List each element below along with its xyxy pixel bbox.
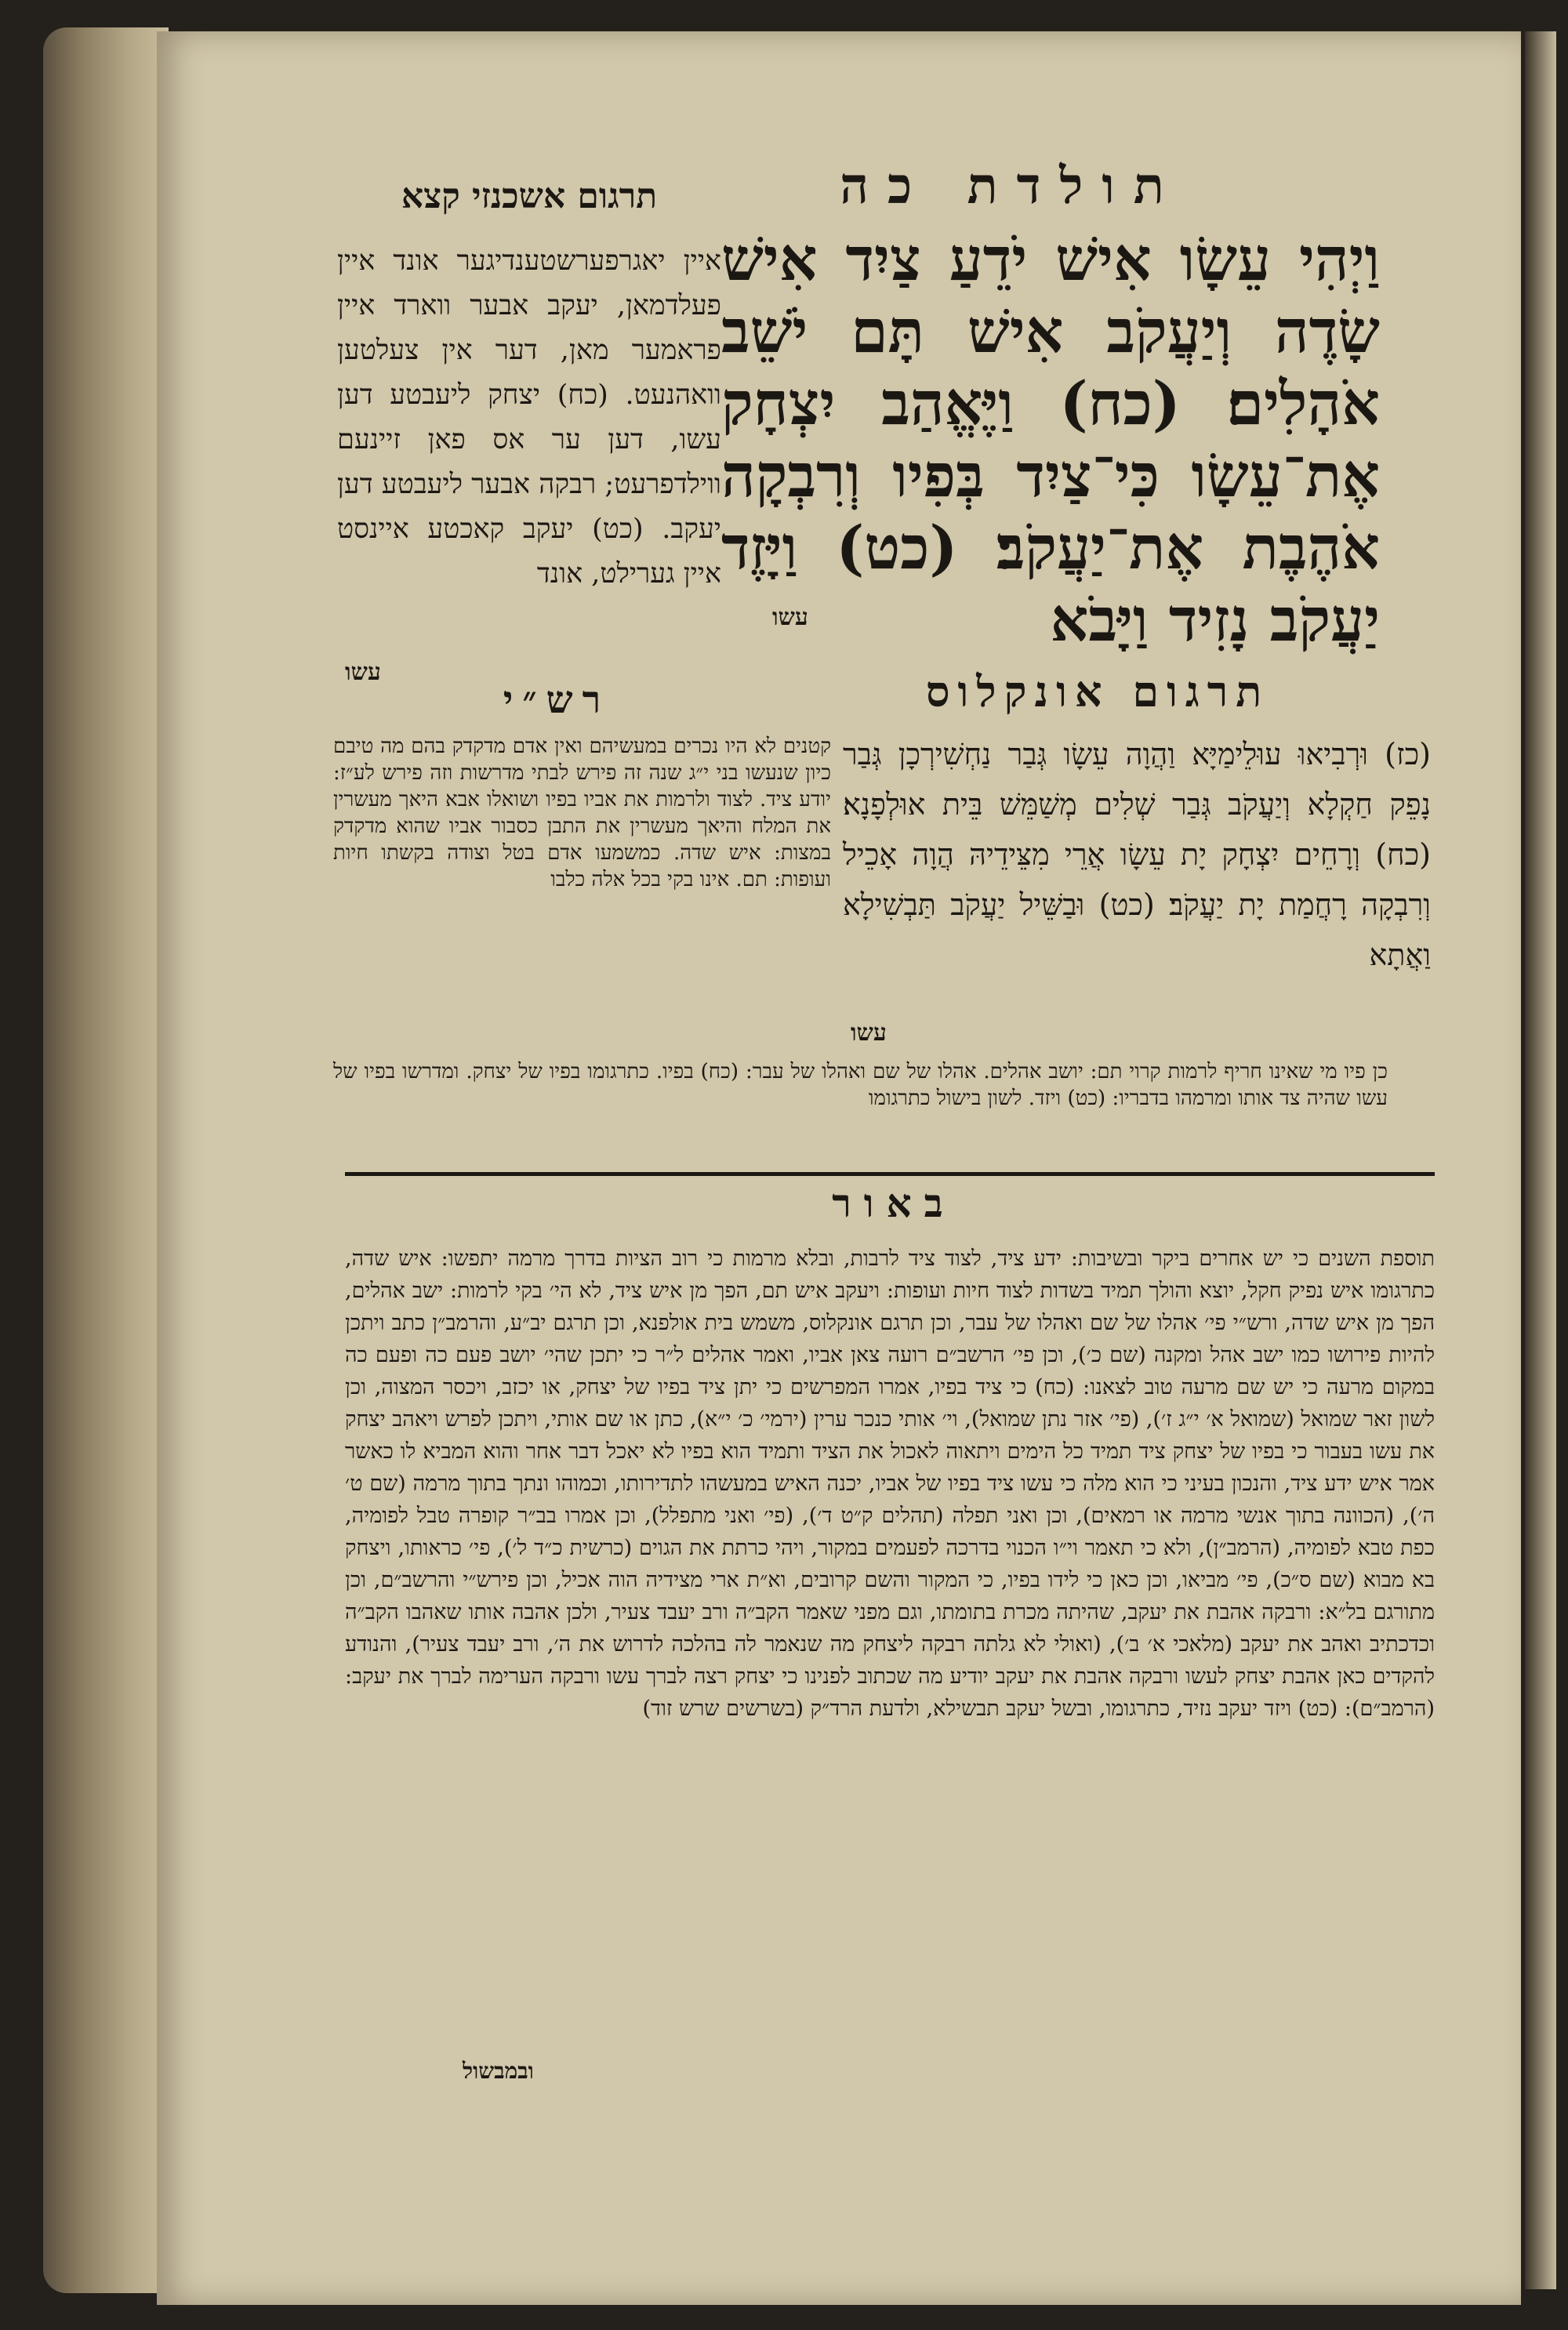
onkelos-catchword: עשו (851, 1019, 887, 1047)
rashi-text: קטנים לא היו נכרים במעשיהם ואין אדם מדקדק בהם מה טיבם כיון שנעשו בני י״ג שנה זה פירש לבתי מדרשות וזה פירש לע״ז: יודע ציד. לצוד ולרמות את אביו בפיו ושואלו אבא היאך מעשרין את המלח והיאך מעשרין את התבן כסבור אביו שהוא מדקדק במצות: איש שדה. כמשמעו אדם בטל וצודה בקשתו חיות ועופות: תם. אינו בקי בכל אלה כלבו (333, 735, 832, 891)
section-divider (345, 1172, 1435, 1176)
page-stack-edge (43, 27, 169, 2293)
biur-heading: באור (832, 1180, 956, 1226)
main-catchword: עשו (772, 604, 808, 631)
running-header-translation: תרגום אשכנזי קצא (401, 176, 658, 216)
rashi-heading: רש״י (503, 678, 611, 722)
yiddish-catchword: עשו (345, 659, 381, 686)
onkelos-heading: תרגום אונקלוס (925, 666, 1270, 717)
running-header-main: תולדת כה (840, 157, 1183, 216)
rashi-continuation: כן פיו מי שאינו חריף לרמות קרוי תם: יושב אהלים. אהלו של שם ואהלו של עבר: (כח) בפיו. כתרגומו בפיו של יצחק. ומדרשו בפיו של עשו שהיה צד אותו ומרמהו בדבריו: (כט) ויזד. לשון בישול כתרגומו (333, 1060, 1388, 1110)
facing-page-edge (1525, 31, 1556, 2289)
yiddish-translation-text: איין יאגרפערשטענדיגער אונד איין פעלדמאן, יעקב אבער ווארד איין פראמער מאן, דער אין צעלטען וואהנעט. (כח) יצחק ליעבטע דען עשו, דען ער אס פאן זיינעם ווילדפרעט; רבקה אבער ליעבטע דען יעקב. (כט) יעקב קאכטע איינסט איין גערילט, אונד (337, 245, 721, 590)
biur-commentary-text: תוספת השנים כי יש אחרים ביקר ובשיבות: ידע ציד, לצוד ציד לרבות, ובלא מרמות כי רוב הציות בדרך מרמה יתפשו: איש שדה, כתרגומו איש נפיק חקל, יוצא והולך תמיד בשדות לצוד חיות ועופות: ויעקב איש תם, הפך מן איש ציד, לא הי׳ בקי לרמות: ישב אהלים, הפך מן איש שדה, ורש״י פי׳ אהלו של שם ואהלו של עבר, וכן תרגם אונקלוס, משמש בית אולפנא, וכן תרגם יב״ע, והרמב״ן כתב ויתכן להיות פירושו כמו ישב אהל ומקנה (שם כ׳), וכן פי׳ הרשב״ם רועה צאן אביו, ואמר אהלים ל״ר כי יתכן שהי׳ יושב פעם כה ופעם כה במקום מרעה כי יש שם מרעה טוב לצאנו: (כח) כי ציד בפיו, אמרו המפרשים כי יתן ציד בפיו של יצחק, או יכזב, ויכסר המצוה, וכן לשון זאר שמואל (שמואל א׳ י״ג ז׳), (פי׳ אזר נתן שמואל), וי׳ אותי כנכר ערין (ירמי׳ כ׳ י״א), כתן או שם אותי, ויתכן לפרש ויאהב יצחק את עשו בעבור כי בפיו של יצחק ציד תמיד כל הימים ויתאוה לאכול את הציד ותמיד הוא בפיו לא יאכל דבר אחר והוא המביא לו כאשר אמר איש ידע ציד, והנכון בעיני כי הוא מלה כי עשו ציד בפיו של אביו, יכנה האיש במעשהו לתדירותו, וכמוהו ונתך בתוך מרמה (שם ט׳ ה׳), (הכוונה בתוך אנשי מרמה או רמאים), וכן ואני תפלה (תהלים ק״ט ד׳), (פי׳ ואני מתפלל), וכן אמרו בב״ר קופרה טבל לפומיה, כפת טבא לפומיה, (הרמב״ן), ולא כי תאמר וי״ו הכנוי בדרכה לפעמים במקור, ויהי כרתת את הגוים (כרשית כ״ד ל׳), פי׳ כראותו, ויצחק בא מבוא (שם ס״כ), פי׳ מביאו, וכן כאן כי לידו בפיו, כי המקור והשם קרובים, וא״ת ארי מצידיה הוה אכיל, וכן פירש״י והרשב״ם, וכן מתורגם בל״א: ורבקה אהבת את יעקב, שהיתה מכרת בתומתו, וגם מפני שאמר הקב״ה ורב יעבד צעיר, ולכן אהבה אותו שאהבו הקב״ה וכדכתיב ואהב את יעקב (מלאכי א׳ ב׳), (ואולי לא גלתה רבקה ליצחק מה שנאמר לה בהלכה לדרוש את ה׳, ורב יעבד צעיר), והנודע להקדים כאן אהבת יצחק לעשו ורבקה אהבת את יעקב יודיע מה שכתוב לפנינו כי יצחק רצה לברך עשו ורבקה הערימה לברך את יעקב: (הרמב״ם): (כט) ויזד יעקב נזיד, כתרגומו, ובשל יעקב תבשילא, ולדעת הרד״ק (בשרשים שרש זוד) (345, 1247, 1435, 1721)
onkelos-text: (כז) וּרְבִיאוּ עוּלֵימַיָּא וַהֲוָה עֵשָׂו גְּבַר נַחְשִׁירְכָן גְּבַר נָפֵק חַקְלָא וְיַעֲקֹב גְּבַר שְׁלִים מְשַׁמֵּשׁ בֵּית אוּלְפָנָא׃ (כח) וְרָחֵים יִצְחָק יָת עֵשָׂו אֲרֵי מִצֵּידֵיהּ הֲוָה אָכֵיל וְרִבְקָה רָחֲמַת יָת יַעֲקֹב׃ (כט) וּבַשֵּׁיל יַעֲקֹב תַּבְשִׁילָא וַאֲתָא (843, 737, 1431, 972)
biur-catchword: ובמבשול (463, 2058, 534, 2084)
main-verse-text: וַיְהִי עֵשָׂו אִישׁ יֹדֵעַ צַיִד אִישׁ שָׂדֶה וְיַעֲקֹב אִישׁ תָּם יֹשֵׁב אֹהָלִים׃ (כח) וַיֶּאֱהַב יִצְחָק אֶת־עֵשָׂו כִּי־צַיִד בְּפִיו וְרִבְקָה אֹהֶבֶת אֶת־יַעֲקֹב׃ (כט) וַיָּזֶד יַעֲקֹב נָזִיד וַיָּבֹא (721, 224, 1380, 655)
